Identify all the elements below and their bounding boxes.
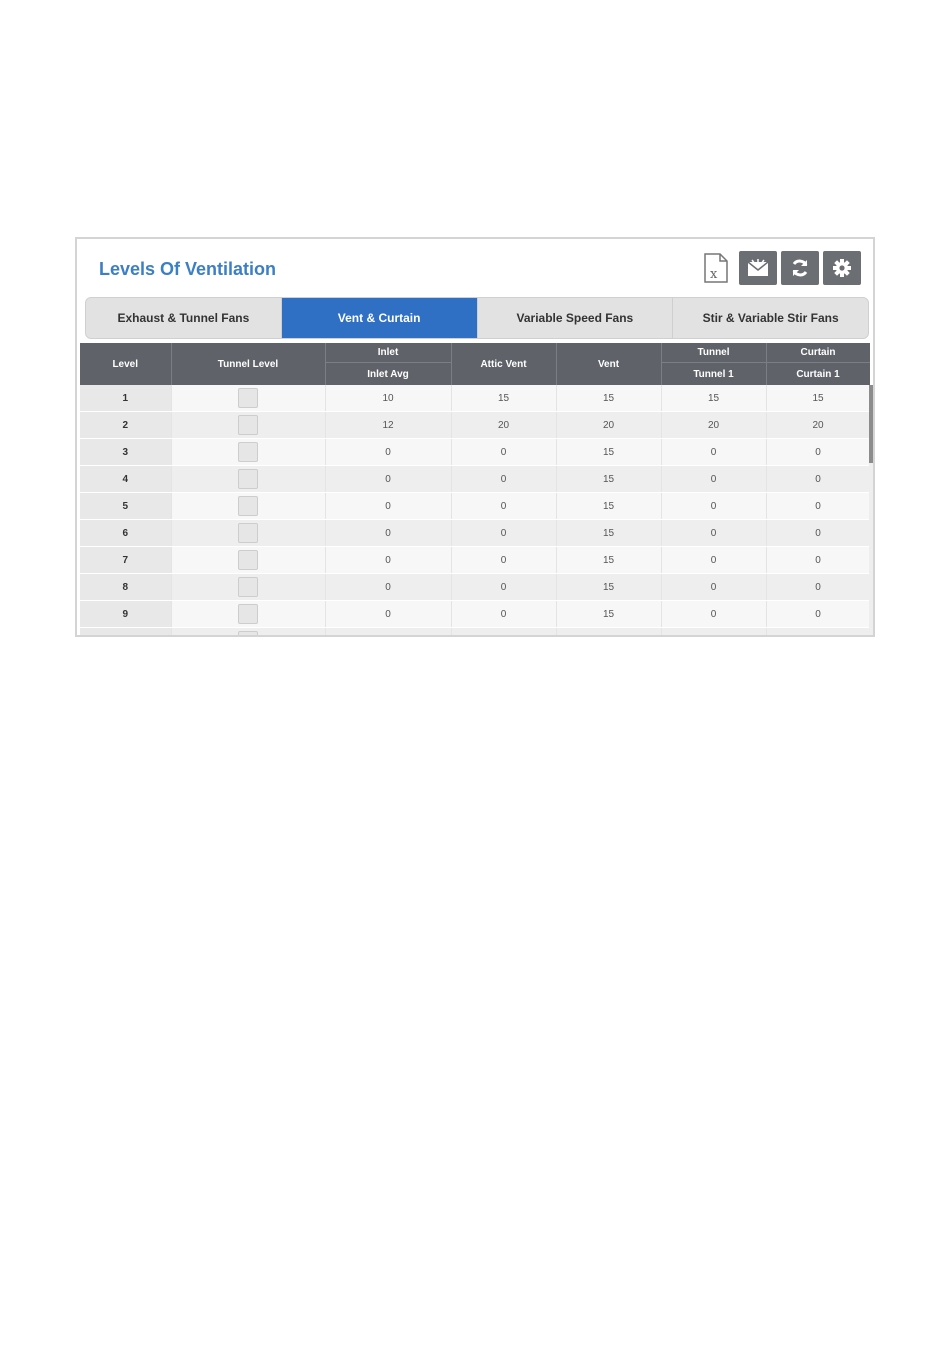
tunnel-1-cell[interactable]: 20 [661, 412, 766, 439]
tunnel-level-cell [171, 385, 325, 412]
vent-cell[interactable]: 15 [556, 493, 661, 520]
tunnel-1-cell[interactable]: 15 [661, 385, 766, 412]
table-row [80, 574, 870, 601]
scrollbar-thumb[interactable] [869, 385, 873, 463]
table-row [80, 385, 870, 412]
tab-vent-curtain[interactable]: Vent & Curtain [282, 298, 478, 338]
tunnel-level-checkbox[interactable] [238, 631, 258, 635]
header-inlet-group: Inlet [325, 343, 451, 363]
tunnel-level-checkbox[interactable] [238, 469, 258, 489]
curtain-1-cell[interactable]: 0 [766, 466, 870, 493]
tunnel-1-cell[interactable]: 0 [661, 493, 766, 520]
tab-bar [85, 297, 869, 339]
tunnel-1-cell[interactable] [661, 628, 766, 636]
header-tunnel-1: Tunnel 1 [661, 363, 766, 386]
tunnel-1-cell[interactable]: 0 [661, 574, 766, 601]
mail-icon [747, 259, 769, 277]
inlet-avg-cell[interactable] [325, 628, 451, 636]
tunnel-level-cell [171, 466, 325, 493]
refresh-icon [790, 258, 810, 278]
refresh-button[interactable] [781, 251, 819, 285]
vent-cell[interactable]: 15 [556, 601, 661, 628]
tunnel-level-checkbox[interactable] [238, 496, 258, 516]
inlet-avg-cell[interactable]: 0 [325, 574, 451, 601]
header-curtain-1: Curtain 1 [766, 363, 870, 386]
header-tunnel-level: Tunnel Level [171, 343, 325, 385]
inlet-avg-cell[interactable]: 0 [325, 439, 451, 466]
attic-vent-cell[interactable]: 0 [451, 574, 556, 601]
table-row [80, 412, 870, 439]
tunnel-level-checkbox[interactable] [238, 442, 258, 462]
tunnel-1-cell[interactable]: 0 [661, 520, 766, 547]
inlet-avg-cell[interactable]: 0 [325, 466, 451, 493]
levels-of-ventilation-panel [75, 237, 875, 637]
vent-cell[interactable]: 15 [556, 574, 661, 601]
tunnel-level-checkbox[interactable] [238, 523, 258, 543]
gear-icon [832, 258, 852, 278]
tunnel-level-checkbox[interactable] [238, 577, 258, 597]
inlet-avg-cell[interactable]: 0 [325, 520, 451, 547]
vent-cell[interactable]: 15 [556, 439, 661, 466]
curtain-1-cell[interactable] [766, 628, 870, 636]
inlet-avg-cell[interactable]: 12 [325, 412, 451, 439]
level-cell: 5 [80, 493, 171, 520]
vent-cell[interactable]: 15 [556, 385, 661, 412]
curtain-1-cell[interactable]: 15 [766, 385, 870, 412]
header-level: Level [80, 343, 171, 385]
header-curtain-group: Curtain [766, 343, 870, 363]
header-inlet-avg: Inlet Avg [325, 363, 451, 386]
table-row [80, 520, 870, 547]
table-row [80, 628, 870, 636]
curtain-1-cell[interactable]: 20 [766, 412, 870, 439]
vent-cell[interactable]: 15 [556, 547, 661, 574]
toolbar [701, 251, 861, 285]
vent-cell[interactable]: 15 [556, 466, 661, 493]
levels-table [80, 343, 870, 635]
header-vent: Vent [556, 343, 661, 385]
tunnel-level-checkbox[interactable] [238, 604, 258, 624]
level-cell: 3 [80, 439, 171, 466]
inlet-avg-cell[interactable]: 0 [325, 601, 451, 628]
level-cell: 9 [80, 601, 171, 628]
curtain-1-cell[interactable]: 0 [766, 520, 870, 547]
tunnel-level-cell [171, 412, 325, 439]
attic-vent-cell[interactable]: 0 [451, 493, 556, 520]
curtain-1-cell[interactable]: 0 [766, 439, 870, 466]
levels-table-container [80, 343, 870, 635]
settings-button[interactable] [823, 251, 861, 285]
tunnel-1-cell[interactable]: 0 [661, 547, 766, 574]
mail-button[interactable] [739, 251, 777, 285]
curtain-1-cell[interactable]: 0 [766, 547, 870, 574]
tunnel-level-checkbox[interactable] [238, 415, 258, 435]
level-cell [80, 628, 171, 636]
tab-exhaust-tunnel-fans[interactable]: Exhaust & Tunnel Fans [86, 298, 282, 338]
level-cell: 2 [80, 412, 171, 439]
attic-vent-cell[interactable]: 0 [451, 601, 556, 628]
attic-vent-cell[interactable] [451, 628, 556, 636]
tab-variable-speed-fans[interactable]: Variable Speed Fans [478, 298, 674, 338]
tunnel-level-checkbox[interactable] [238, 550, 258, 570]
attic-vent-cell[interactable]: 0 [451, 466, 556, 493]
level-cell: 4 [80, 466, 171, 493]
curtain-1-cell[interactable]: 0 [766, 601, 870, 628]
table-row [80, 547, 870, 574]
vent-cell[interactable]: 20 [556, 412, 661, 439]
tunnel-level-cell [171, 601, 325, 628]
header-attic-vent: Attic Vent [451, 343, 556, 385]
curtain-1-cell[interactable]: 0 [766, 493, 870, 520]
table-row [80, 466, 870, 493]
tunnel-level-cell [171, 493, 325, 520]
header-tunnel-group: Tunnel [661, 343, 766, 363]
attic-vent-cell[interactable]: 0 [451, 547, 556, 574]
tunnel-level-cell [171, 439, 325, 466]
tunnel-level-cell [171, 547, 325, 574]
tab-stir-variable-stir-fans[interactable]: Stir & Variable Stir Fans [702, 311, 839, 325]
inlet-avg-cell[interactable]: 10 [325, 385, 451, 412]
table-row [80, 493, 870, 520]
attic-vent-cell[interactable]: 15 [451, 385, 556, 412]
inlet-avg-cell[interactable]: 0 [325, 547, 451, 574]
curtain-1-cell[interactable]: 0 [766, 574, 870, 601]
table-row [80, 439, 870, 466]
svg-text:x: x [710, 267, 718, 282]
tunnel-level-cell [171, 520, 325, 547]
tunnel-1-cell[interactable]: 0 [661, 439, 766, 466]
tunnel-level-cell [171, 628, 325, 636]
level-cell: 8 [80, 574, 171, 601]
table-row [80, 601, 870, 628]
page-title: Levels Of Ventilation [99, 259, 277, 279]
level-cell: 7 [80, 547, 171, 574]
level-cell: 1 [80, 385, 171, 412]
attic-vent-cell[interactable]: 0 [451, 439, 556, 466]
tunnel-1-cell[interactable]: 0 [661, 466, 766, 493]
attic-vent-cell[interactable]: 0 [451, 520, 556, 547]
excel-export-icon[interactable] [701, 252, 731, 284]
tunnel-level-cell [171, 574, 325, 601]
tunnel-1-cell[interactable]: 0 [661, 601, 766, 628]
vent-cell[interactable] [556, 628, 661, 636]
level-cell: 6 [80, 520, 171, 547]
attic-vent-cell[interactable]: 20 [451, 412, 556, 439]
inlet-avg-cell[interactable]: 0 [325, 493, 451, 520]
tunnel-level-checkbox[interactable] [238, 388, 258, 408]
vent-cell[interactable]: 15 [556, 520, 661, 547]
